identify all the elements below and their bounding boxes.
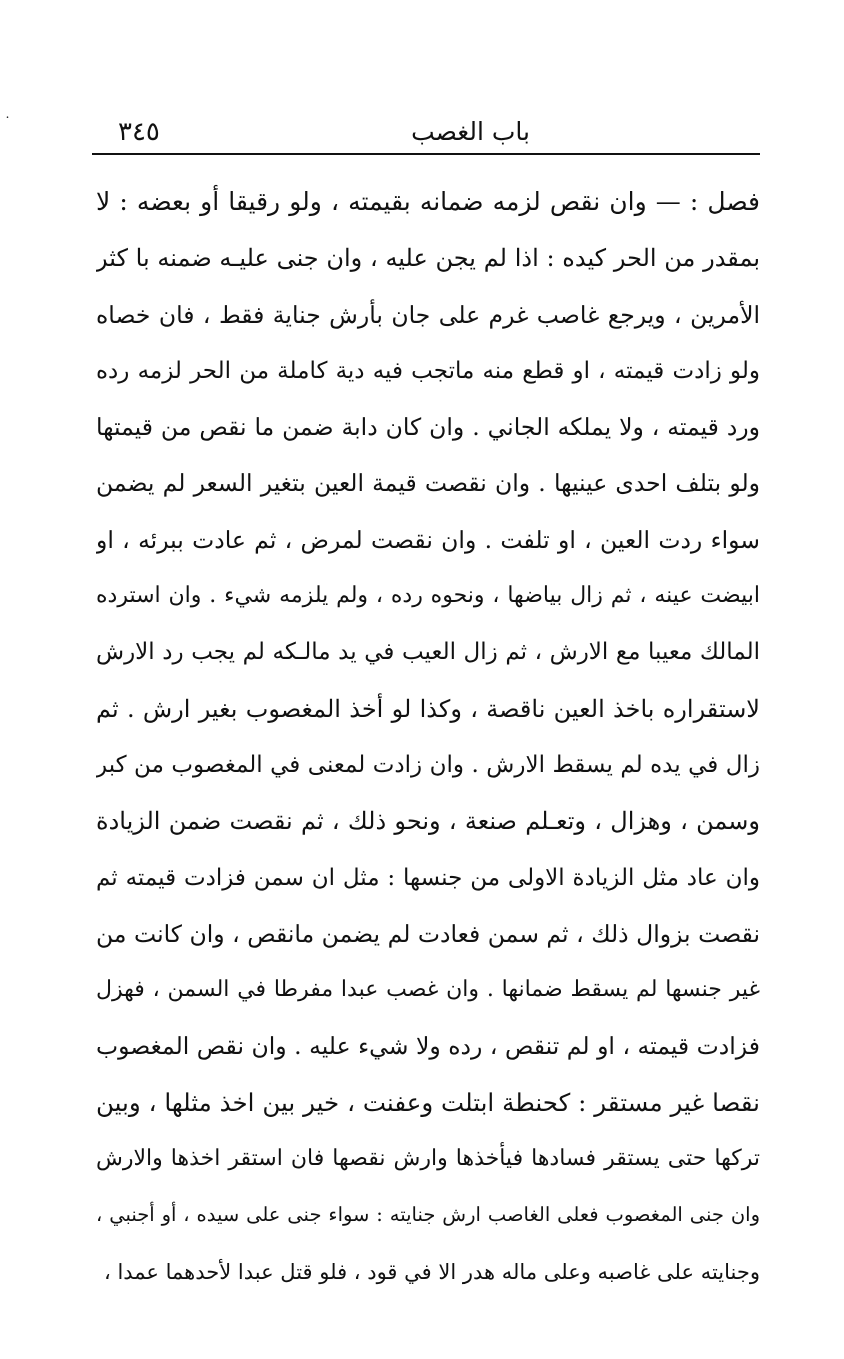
text-line: نقصا غير مستقر : كحنطة ابتلت وعفنت ، خير بين اخذ مثلها ، وبين <box>96 1087 760 1117</box>
text-line: وسمن ، وهزال ، وتعـلم صنعة ، ونحو ذلك ، ثم نقصت ضمن الزيادة <box>96 807 760 836</box>
running-title: باب الغصب <box>411 117 530 146</box>
page-number: ٣٤٥ <box>118 117 160 147</box>
text-line: ولو زادت قيمته ، او قطع منه ماتجب فيه دية كاملة من الحر لزمه رده <box>96 357 760 384</box>
text-line: بمقدر من الحر كيده : اذا لم يجن عليه ، وان جنى عليـه ضمنه با كثر <box>96 244 760 273</box>
text-line: الأمرين ، ويرجع غاصب غرم على جان بأرش جناية فقط ، فان خصاه <box>96 300 760 329</box>
text-line: لاستقراره باخذ العين ناقصة ، وكذا لو أخذ المغصوب بغير ارش . ثم <box>96 694 760 723</box>
text-line: نقصت بزوال ذلك ، ثم سمن فعادت لم يضمن مانقص ، وان كانت من <box>96 919 760 948</box>
text-line: المالك معيبا مع الارش ، ثم زال العيب في يد مالـكه لم يجب رد الارش <box>96 639 760 666</box>
text-line: زال في يده لم يسقط الارش . وان زادت لمعنى في المغصوب من كبر <box>96 751 760 778</box>
text-line: فزادت قيمته ، او لم تنقص ، رده ولا شيء عليه . وان نقص المغصوب <box>96 1032 760 1061</box>
margin-speck: ˙ <box>4 115 11 131</box>
text-line: وان جنى المغصوب فعلى الغاصب ارش جنايته : سواء جنى على سيده ، أو أجنبي ، <box>96 1203 760 1227</box>
text-line: فصل : — وان نقص لزمه ضمانه بقيمته ، ولو رقيقا أو بعضه : لا <box>96 187 760 216</box>
text-line: غير جنسها لم يسقط ضمانها . وان غصب عبدا مفرطا في السمن ، فهزل <box>96 977 760 1003</box>
page-header <box>92 112 760 152</box>
text-line: ابيضت عينه ، ثم زال بياضها ، ونحوه رده ، ولم يلزمه شيء . وان استرده <box>96 583 760 609</box>
text-line: تركها حتى يستقر فسادها فيأخذها وارش نقصها فان استقر اخذها والارش <box>96 1146 760 1172</box>
text-line: ولو بتلف احدى عينيها . وان نقصت قيمة العين بتغير السعر لم يضمن <box>96 469 760 498</box>
header-rule <box>92 153 760 155</box>
text-line: ورد قيمته ، ولا يملكه الجاني . وان كان دابة ضمن ما نقص من قيمتها <box>96 413 760 442</box>
body-text <box>96 174 760 1300</box>
text-line: وان عاد مثل الزيادة الاولى من جنسها : مثل ان سمن فزادت قيمته ثم <box>96 864 760 891</box>
text-line: سواء ردت العين ، او تلفت . وان نقصت لمرض ، ثم عادت ببرئه ، او <box>96 525 760 554</box>
text-line: وجنايته على غاصبه وعلى ماله هدر الا في قود ، فلو قتل عبدا لأحدهما عمدا ، <box>103 1259 760 1284</box>
